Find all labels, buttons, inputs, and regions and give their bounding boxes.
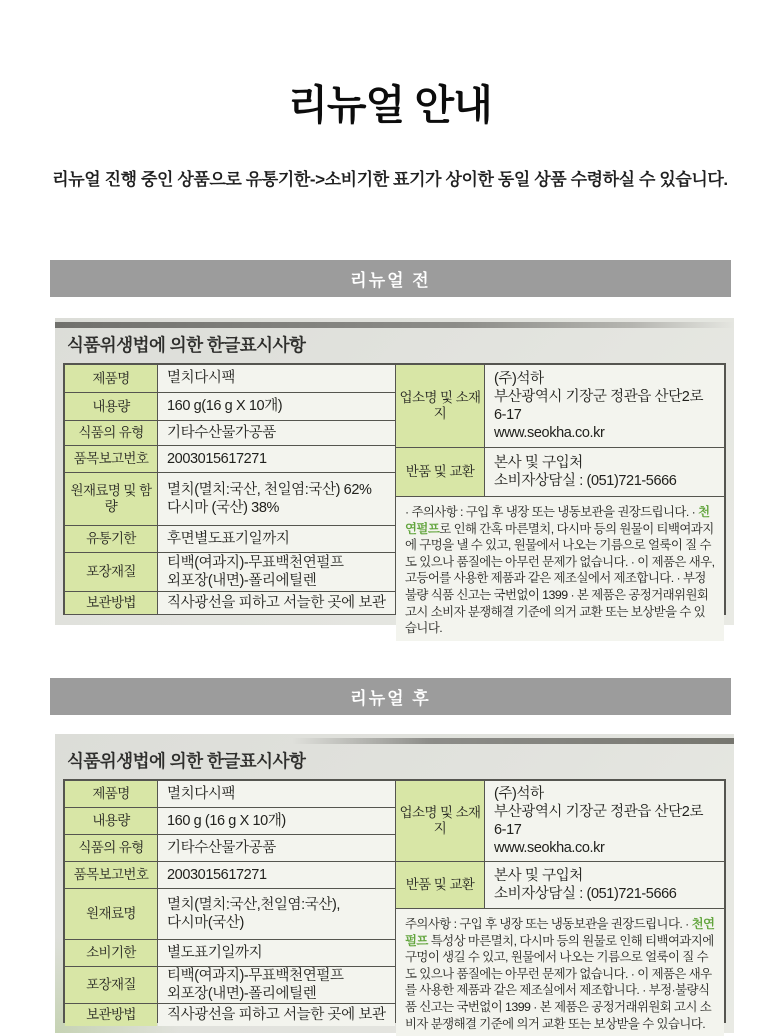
- row-value-storage: 직사광선을 피하고 서늘한 곳에 보관: [158, 1004, 395, 1026]
- row-label-ingredients: 원재료명 및 함량: [65, 473, 157, 525]
- row-label-ingredients: 원재료명: [65, 889, 157, 939]
- row-label-report-number: 품목보고번호: [65, 862, 157, 888]
- row-value-storage: 직사광선을 피하고 서늘한 곳에 보관: [158, 592, 395, 614]
- banner-before-renewal: [50, 260, 731, 297]
- banner-after-label: 리뉴얼 후: [350, 689, 431, 708]
- notice-text-pre: · 주의사항 : 구입 후 냉장 또는 냉동보관을 권장드립니다. ·: [405, 505, 699, 519]
- notice-text-post: 로 인해 간혹 마른멸치, 다시마 등의 원물이 티백여과지에 구멍을 낼 수 있고, 원물에서 나오는 기름으로 얼룩이 질 수도 있으나 품질에는 아무런 문제가 없습니다. · 이 제품은 새우, 고등어를 사용한 제품과 같은 제조실에서 제조합니다. · 부정 불량 식품 신고는 국번없이 1399 · 본 제품은 공정거래위원회 고시 소비자 분쟁해결 기준에 의거 교환 또는 보상받을 수 있습니다.: [405, 521, 715, 636]
- row-label-use-by: 소비기한: [65, 940, 157, 966]
- label-heading-after: 식품위생법에 의한 한글표시사항: [67, 751, 306, 771]
- row-value-business: (주)석하 부산광역시 기장군 정관읍 산단2로 6-17 www.seokha.co.kr: [485, 781, 724, 861]
- row-label-returns: 반품 및 교환: [396, 448, 484, 496]
- row-value-net-content: 160 g(16 g X 10개): [158, 393, 395, 420]
- label-photo-after: [55, 734, 734, 1033]
- row-value-ingredients: 멸치(멸치:국산, 천일염:국산) 62% 다시마 (국산) 38%: [158, 473, 395, 525]
- row-value-expiry: 후면별도표기일까지: [158, 526, 395, 552]
- row-label-net-content: 내용량: [65, 808, 157, 834]
- notice-text-post: 특성상 마른멸치, 다시마 등의 원물로 인해 티백여과지에 구멍이 생길 수 있고, 원물에서 나오는 기름으로 얼룩이 질 수도 있으나 품질에는 아무런 문제가 없습니다. · 이 제품은 새우를 사용한 제품과 같은 제조실에서 제조합니다. · 부정·불량식품 신고는 국번없이 1399 · 본 제품은 공정거래위원회 고시 소비자 분쟁해결 기준에 의거 교환 또는 보상받을 수 있습니다.: [405, 933, 714, 1031]
- photo-edge-decoration: [55, 738, 734, 744]
- row-value-use-by: 별도표기일까지: [158, 940, 395, 966]
- banner-before-label: 리뉴얼 전: [350, 271, 431, 290]
- row-label-packaging: 포장재질: [65, 553, 157, 591]
- row-label-storage: 보관방법: [65, 1004, 157, 1026]
- row-value-business: (주)석하 부산광역시 기장군 정관읍 산단2로 6-17 www.seokha.co.kr: [485, 365, 724, 447]
- row-label-net-content: 내용량: [65, 393, 157, 420]
- row-value-returns: 본사 및 구입처 소비자상담실 : (051)721-5666: [485, 448, 724, 496]
- caution-notice-after: [396, 909, 724, 1036]
- row-value-product-name: 멸치다시팩: [158, 781, 395, 807]
- row-value-packaging: 티백(여과지)-무표백천연펄프 외포장(내면)-폴리에틸렌: [158, 967, 395, 1003]
- row-value-returns: 본사 및 구입처 소비자상담실 : (051)721-5666: [485, 862, 724, 908]
- label-table-after-left: [65, 781, 395, 1021]
- photo-edge-decoration: [55, 322, 734, 328]
- caution-notice-before: [396, 497, 724, 641]
- label-table-after: [63, 779, 726, 1031]
- row-label-business: 업소명 및 소재지: [396, 781, 484, 861]
- row-label-expiry: 유통기한: [65, 526, 157, 552]
- row-value-net-content: 160 g (16 g X 10개): [158, 808, 395, 834]
- row-value-report-number: 2003015617271: [158, 862, 395, 888]
- row-value-product-name: 멸치다시팩: [158, 365, 395, 392]
- row-label-packaging: 포장재질: [65, 967, 157, 1003]
- notice-highlight-natural-pulp: 천연펄프: [405, 917, 715, 948]
- label-photo-before: [55, 318, 734, 636]
- row-label-storage: 보관방법: [65, 592, 157, 614]
- page-title: 리뉴얼 안내: [288, 82, 492, 128]
- row-label-report-number: 품목보고번호: [65, 446, 157, 472]
- label-table-before-right: [395, 365, 724, 636]
- banner-after-renewal: [50, 678, 731, 715]
- row-label-product-name: 제품명: [65, 365, 157, 392]
- label-heading-before: 식품위생법에 의한 한글표시사항: [67, 335, 306, 355]
- label-table-after-right: [395, 781, 724, 1031]
- notice-text-pre: 주의사항 : 구입 후 냉장 또는 냉동보관을 권장드립니다. ·: [405, 917, 692, 931]
- label-table-before: [63, 363, 726, 636]
- notice-highlight-natural-pulp: 천연펄프: [405, 505, 710, 536]
- row-value-food-type: 기타수산물가공품: [158, 835, 395, 861]
- row-label-food-type: 식품의 유형: [65, 835, 157, 861]
- row-label-food-type: 식품의 유형: [65, 421, 157, 445]
- row-label-returns: 반품 및 교환: [396, 862, 484, 908]
- page-subtitle: 리뉴얼 진행 중인 상품으로 유통기한->소비기한 표기가 상이한 동일 상품 수령하실 수 있습니다.: [52, 170, 728, 189]
- row-value-food-type: 기타수산물가공품: [158, 421, 395, 445]
- row-label-business: 업소명 및 소재지: [396, 365, 484, 447]
- label-table-before-left: [65, 365, 395, 613]
- row-value-report-number: 2003015617271: [158, 446, 395, 472]
- row-value-packaging: 티백(여과지)-무표백천연펄프 외포장(내면)-폴리에틸렌: [158, 553, 395, 591]
- row-label-product-name: 제품명: [65, 781, 157, 807]
- row-value-ingredients: 멸치(멸치:국산,천일염:국산), 다시마(국산): [158, 889, 395, 939]
